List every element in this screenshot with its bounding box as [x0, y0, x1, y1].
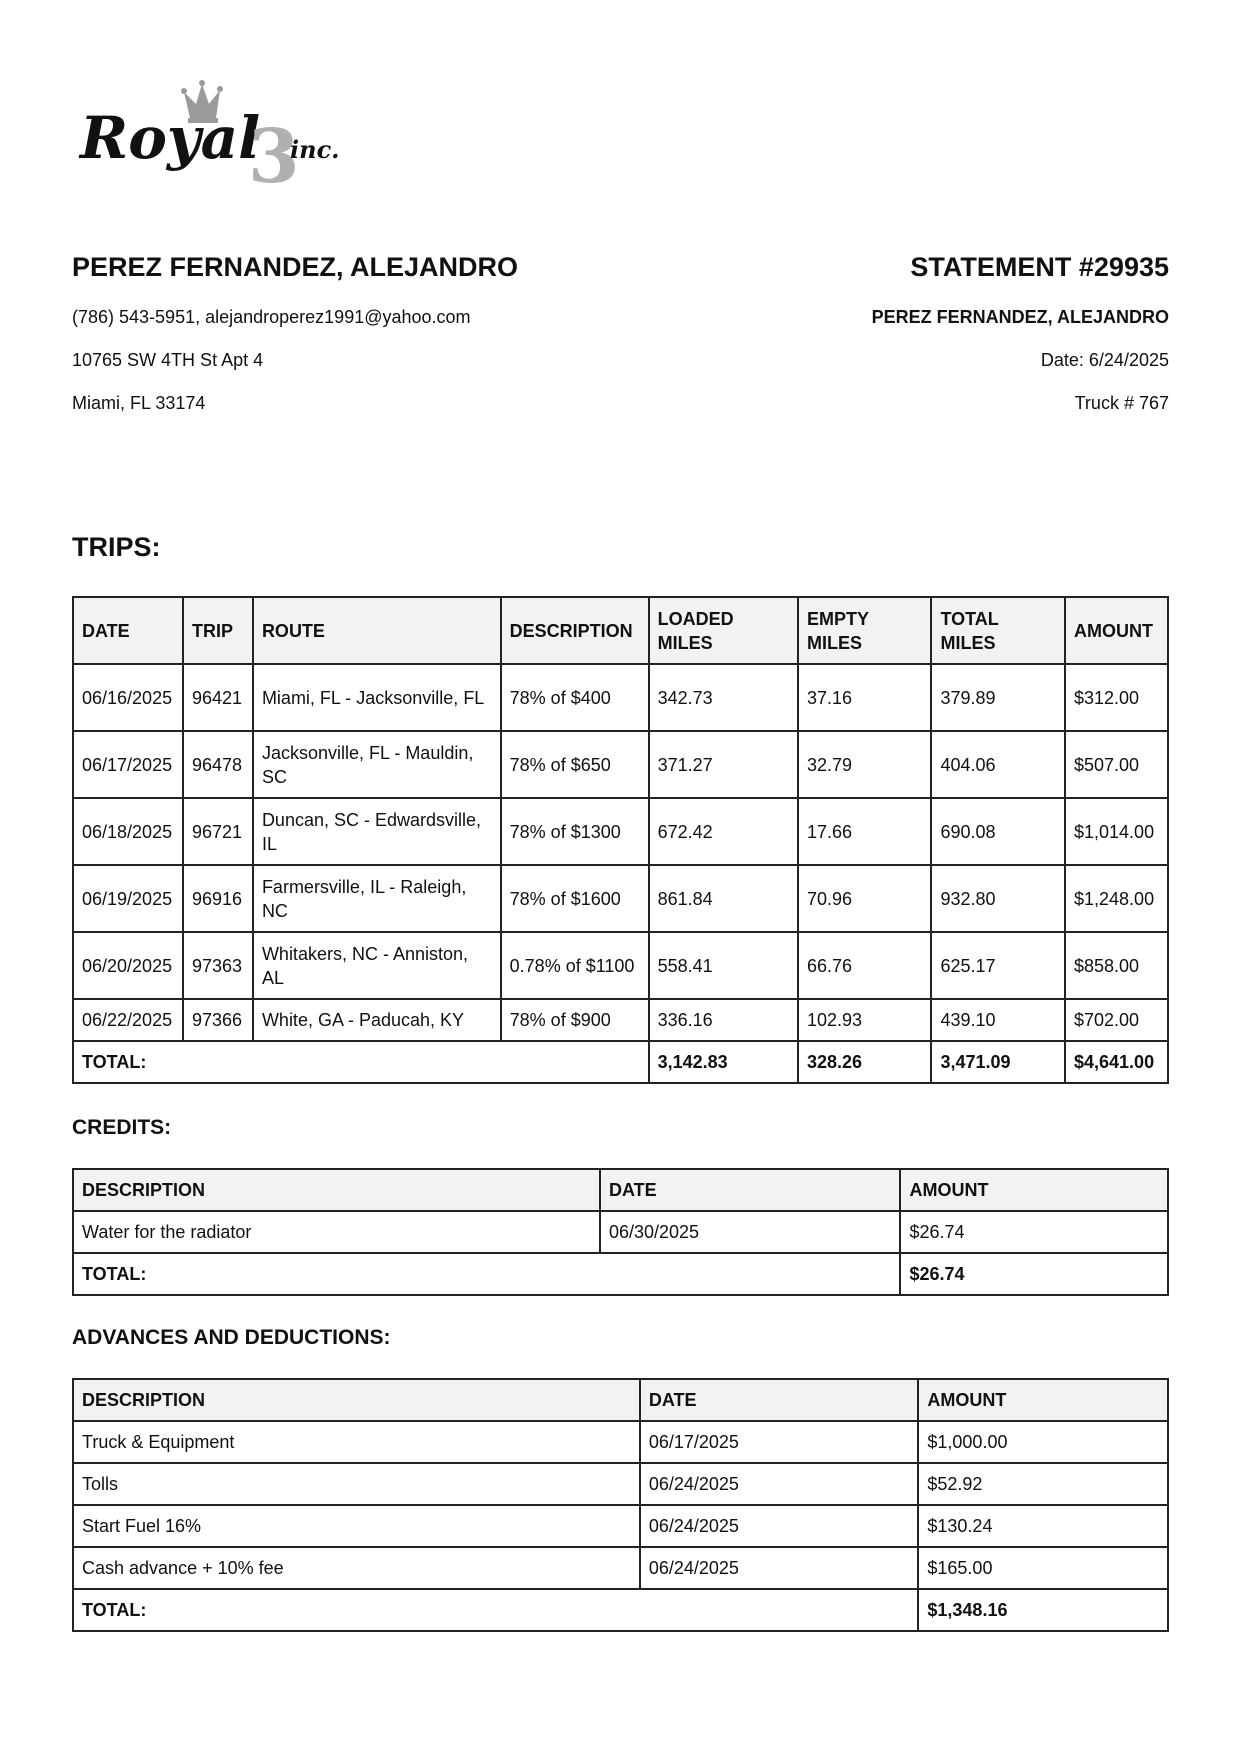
logo-numeral: 3 [248, 114, 300, 194]
trip-amount: $1,248.00 [1065, 865, 1168, 932]
table-row [73, 664, 1168, 731]
deduction-date: 06/24/2025 [640, 1505, 919, 1547]
col-date: DATE [600, 1169, 900, 1211]
trips-table [72, 596, 1169, 1084]
deduction-amount: $165.00 [918, 1547, 1168, 1589]
trip-date: 06/22/2025 [73, 999, 183, 1041]
deduction-amount: $130.24 [918, 1505, 1168, 1547]
deductions-total-amount: $1,348.16 [918, 1589, 1168, 1631]
trip-date: 06/18/2025 [73, 798, 183, 865]
driver-address-line2: Miami, FL 33174 [72, 393, 206, 413]
trip-number: 96478 [183, 731, 253, 798]
deduction-date: 06/24/2025 [640, 1547, 919, 1589]
deduction-description: Truck & Equipment [73, 1421, 640, 1463]
trip-date: 06/20/2025 [73, 932, 183, 999]
col-route: ROUTE [253, 597, 501, 664]
trip-empty-miles: 102.93 [798, 999, 931, 1041]
trip-total-miles: 690.08 [931, 798, 1065, 865]
driver-address-line1: 10765 SW 4TH St Apt 4 [72, 350, 264, 370]
trip-total-miles: 404.06 [931, 731, 1065, 798]
trip-total-miles: 932.80 [931, 865, 1065, 932]
trip-loaded-miles: 558.41 [649, 932, 798, 999]
deductions-total-row [73, 1589, 1168, 1631]
col-loaded-miles: LOADED MILES [649, 597, 798, 664]
logo-suffix: inc. [290, 135, 340, 164]
deduction-date: 06/17/2025 [640, 1421, 919, 1463]
credits-table [72, 1168, 1169, 1296]
trip-empty-miles: 70.96 [798, 865, 931, 932]
trip-description: 0.78% of $1100 [501, 932, 649, 999]
trip-description: 78% of $900 [501, 999, 649, 1041]
trip-number: 96721 [183, 798, 253, 865]
company-logo [78, 78, 388, 194]
credit-date: 06/30/2025 [600, 1211, 900, 1253]
trip-description: 78% of $400 [501, 664, 649, 731]
deductions-table [72, 1378, 1169, 1632]
trip-date: 06/17/2025 [73, 731, 183, 798]
trip-amount: $312.00 [1065, 664, 1168, 731]
deduction-amount: $52.92 [918, 1463, 1168, 1505]
trip-description: 78% of $1600 [501, 865, 649, 932]
statement-date: Date: 6/24/2025 [1040, 350, 1169, 370]
trip-route: White, GA - Paducah, KY [253, 999, 501, 1041]
trip-empty-miles: 66.76 [798, 932, 931, 999]
statement-title: STATEMENT #29935 [910, 252, 1169, 282]
trip-loaded-miles: 371.27 [649, 731, 798, 798]
trips-total-label: TOTAL: [73, 1041, 649, 1083]
trip-loaded-miles: 861.84 [649, 865, 798, 932]
col-empty-miles: EMPTY MILES [798, 597, 931, 664]
trip-amount: $1,014.00 [1065, 798, 1168, 865]
col-amount: AMOUNT [1065, 597, 1168, 664]
trip-loaded-miles: 336.16 [649, 999, 798, 1041]
col-description: DESCRIPTION [73, 1379, 640, 1421]
trips-total-loaded: 3,142.83 [649, 1041, 798, 1083]
trip-amount: $702.00 [1065, 999, 1168, 1041]
table-row [73, 798, 1168, 865]
deduction-description: Start Fuel 16% [73, 1505, 640, 1547]
trip-total-miles: 439.10 [931, 999, 1065, 1041]
trip-route: Farmersville, IL - Raleigh, NC [253, 865, 501, 932]
col-amount: AMOUNT [918, 1379, 1168, 1421]
table-row [73, 1421, 1168, 1463]
statement-name: PEREZ FERNANDEZ, ALEJANDRO [871, 307, 1169, 327]
trip-number: 96916 [183, 865, 253, 932]
trip-description: 78% of $1300 [501, 798, 649, 865]
col-total-miles: TOTAL MILES [931, 597, 1065, 664]
trips-total-empty: 328.26 [798, 1041, 931, 1083]
trips-total-miles: 3,471.09 [931, 1041, 1065, 1083]
trip-empty-miles: 17.66 [798, 798, 931, 865]
col-description: DESCRIPTION [73, 1169, 600, 1211]
col-date: DATE [640, 1379, 919, 1421]
table-row [73, 731, 1168, 798]
credits-total-label: TOTAL: [73, 1253, 900, 1295]
deduction-amount: $1,000.00 [918, 1421, 1168, 1463]
trip-date: 06/16/2025 [73, 664, 183, 731]
table-row [73, 1463, 1168, 1505]
trip-route: Duncan, SC - Edwardsville, IL [253, 798, 501, 865]
trip-loaded-miles: 342.73 [649, 664, 798, 731]
trip-number: 96421 [183, 664, 253, 731]
driver-name: PEREZ FERNANDEZ, ALEJANDRO [72, 252, 519, 282]
deductions-heading: ADVANCES AND DEDUCTIONS: [72, 1326, 391, 1349]
trip-route: Jacksonville, FL - Mauldin, SC [253, 731, 501, 798]
trip-route: Whitakers, NC - Anniston, AL [253, 932, 501, 999]
col-date: DATE [73, 597, 183, 664]
table-row [73, 999, 1168, 1041]
table-row [73, 1547, 1168, 1589]
trip-description: 78% of $650 [501, 731, 649, 798]
deduction-description: Tolls [73, 1463, 640, 1505]
trip-number: 97366 [183, 999, 253, 1041]
statement-header [72, 252, 1169, 414]
trip-empty-miles: 32.79 [798, 731, 931, 798]
trip-number: 97363 [183, 932, 253, 999]
trips-header-row [73, 597, 1168, 664]
trip-empty-miles: 37.16 [798, 664, 931, 731]
deduction-date: 06/24/2025 [640, 1463, 919, 1505]
credit-description: Water for the radiator [73, 1211, 600, 1253]
trip-route: Miami, FL - Jacksonville, FL [253, 664, 501, 731]
credits-total-amount: $26.74 [900, 1253, 1168, 1295]
driver-contact: (786) 543-5951, alejandroperez1991@yahoo.com [72, 307, 471, 327]
credit-amount: $26.74 [900, 1211, 1168, 1253]
col-description: DESCRIPTION [501, 597, 649, 664]
deduction-description: Cash advance + 10% fee [73, 1547, 640, 1589]
table-row [73, 1505, 1168, 1547]
table-row [73, 932, 1168, 999]
trip-amount: $858.00 [1065, 932, 1168, 999]
trips-heading: TRIPS: [72, 532, 161, 562]
trips-total-row [73, 1041, 1168, 1083]
credits-total-row [73, 1253, 1168, 1295]
table-row [73, 1211, 1168, 1253]
trips-total-amount: $4,641.00 [1065, 1041, 1168, 1083]
credits-heading: CREDITS: [72, 1116, 172, 1139]
logo-word: Royal [80, 104, 261, 172]
table-row [73, 865, 1168, 932]
trip-total-miles: 379.89 [931, 664, 1065, 731]
trip-total-miles: 625.17 [931, 932, 1065, 999]
col-amount: AMOUNT [900, 1169, 1168, 1211]
truck-number: Truck # 767 [1074, 393, 1169, 413]
trip-loaded-miles: 672.42 [649, 798, 798, 865]
deductions-total-label: TOTAL: [73, 1589, 918, 1631]
credits-header-row [73, 1169, 1168, 1211]
trip-amount: $507.00 [1065, 731, 1168, 798]
deductions-header-row [73, 1379, 1168, 1421]
trip-date: 06/19/2025 [73, 865, 183, 932]
col-trip: TRIP [183, 597, 253, 664]
